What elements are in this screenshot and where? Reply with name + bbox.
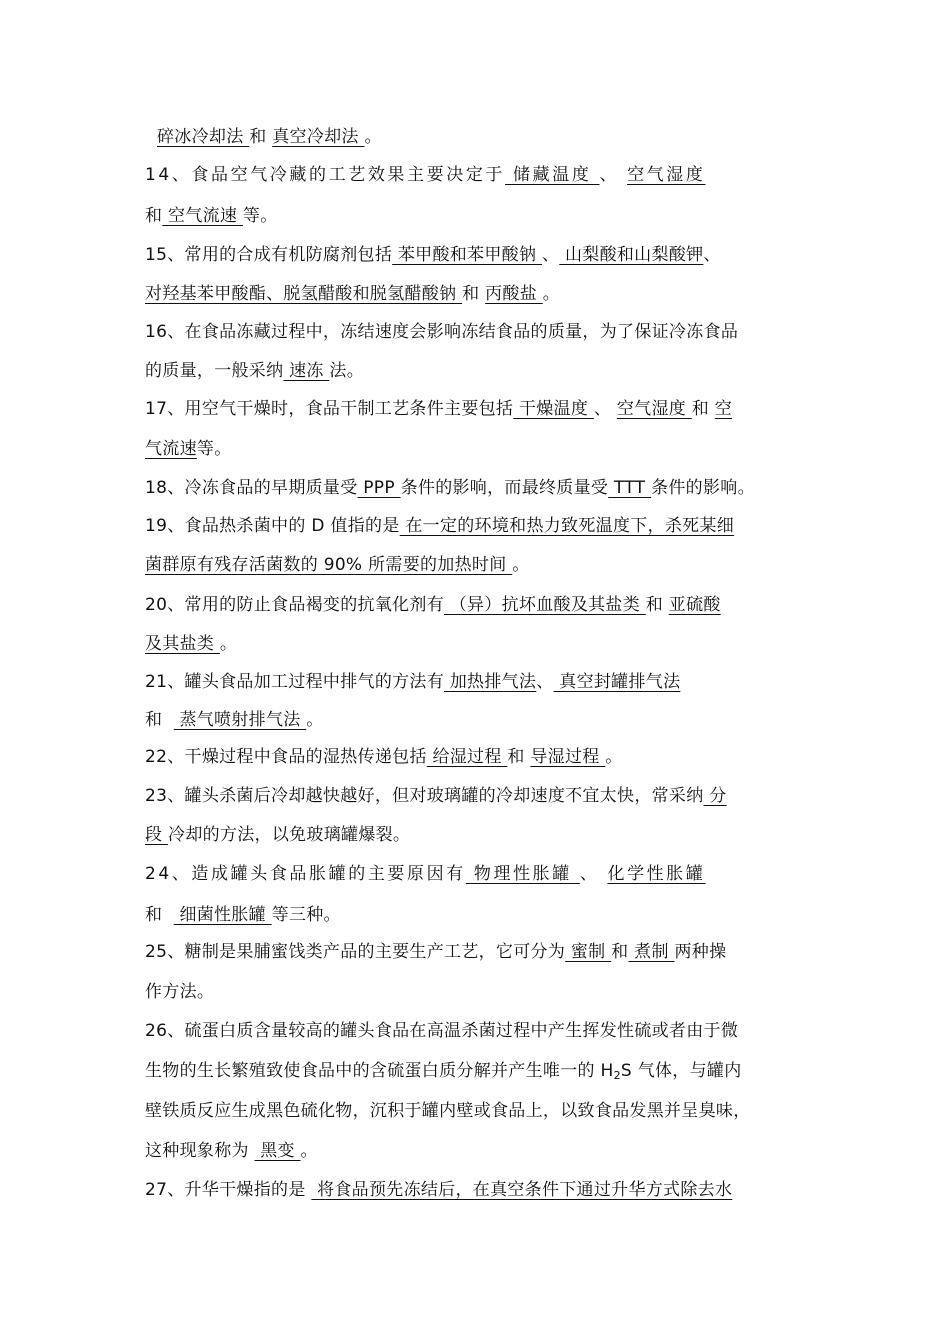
text: 作方法。 xyxy=(145,982,215,1002)
text: 两种操 xyxy=(674,942,727,962)
text: 等三种。 xyxy=(271,905,341,925)
q17-line-1 xyxy=(145,397,732,421)
question-text: 26、硫蛋白质含量较高的罐头食品在高温杀菌过程中产生挥发性硫或者由于微 xyxy=(145,1021,739,1041)
q20-line-2 xyxy=(145,632,237,656)
blank-air-flow-part1: 空 xyxy=(714,399,733,419)
text: 条件的影响。 xyxy=(651,478,755,498)
text: 和 xyxy=(145,710,163,730)
question-text: 20、常用的防止食品褐变的抗氧化剂有 xyxy=(145,595,445,615)
text: 、 xyxy=(541,245,560,265)
blank-bacterial-swell: 细菌性胀罐 xyxy=(173,905,272,925)
blank-parabens-dehydroacetic: 对羟基苯甲酸酯、脱氢醋酸和脱氢醋酸钠 xyxy=(145,284,463,304)
question-text: 21、罐头食品加工过程中排气的方法有 xyxy=(145,672,445,692)
q21-line-2 xyxy=(145,708,324,732)
q23-line-1 xyxy=(145,784,727,808)
subscript: 2 xyxy=(613,1069,621,1082)
question-text: S 气体，与罐内 xyxy=(620,1061,742,1081)
question-text: 生物的生长繁殖致使食品中的含硫蛋白质分解并产生唯一的 H xyxy=(145,1061,614,1081)
text: 和 xyxy=(145,206,163,226)
q26-line-2 xyxy=(145,1059,742,1088)
blank-moisture-conduction: 导湿过程 xyxy=(530,747,606,767)
text: 。 xyxy=(512,555,530,575)
text: 等。 xyxy=(242,206,278,226)
text: 、 xyxy=(599,165,628,185)
question-text: 15、常用的合成有机防腐剂包括 xyxy=(145,245,393,265)
text: 冷却的方法，以免玻璃罐爆裂。 xyxy=(168,825,411,845)
text: 。 xyxy=(605,747,623,767)
question-text: 22、干燥过程中食品的湿热传递包括 xyxy=(145,747,427,767)
blank-ppp: PPP xyxy=(357,478,401,498)
blank-sulfite-part2: 及其盐类 xyxy=(145,634,220,654)
q16-line-1 xyxy=(145,320,738,344)
text: 和 xyxy=(145,905,163,925)
text: 。 xyxy=(364,127,382,147)
blank-boil-method: 煮制 xyxy=(628,942,675,962)
q15-line-2 xyxy=(145,282,560,306)
q19-line-1 xyxy=(145,514,734,538)
text: 。 xyxy=(300,1141,318,1161)
blank-stepwise-part1: 分 xyxy=(703,786,727,806)
q22-line xyxy=(145,745,623,769)
blank-freeze-drying: 将食品预先冻结后，在真空条件下通过升华方式除去水 xyxy=(311,1180,733,1200)
text: 和 xyxy=(611,942,629,962)
q24-line-1 xyxy=(145,862,705,886)
q16-line-2 xyxy=(145,359,364,383)
text: 和 xyxy=(691,399,715,419)
question-text: 18、冷冻食品的早期质量受 xyxy=(145,478,358,498)
blank-d-value-part2: 菌群原有残存活菌数的 90% 所需要的加热时间 xyxy=(145,555,513,575)
text: 。 xyxy=(219,634,238,654)
q26-line-3 xyxy=(145,1099,751,1123)
blank-air-humidity: 空气湿度 xyxy=(616,399,692,419)
blank-stepwise-part2: 段 xyxy=(145,825,169,845)
text: 和 xyxy=(645,595,669,615)
blank-air-flow-part2: 气流速 xyxy=(145,439,197,459)
blank-sulfite-part1: 亚硫酸 xyxy=(668,595,721,615)
q19-line-2 xyxy=(145,553,530,577)
question-text: 27、升华干燥指的是 xyxy=(145,1180,306,1200)
question-text: 壁铁质反应生成黑色硫化物，沉积于罐内壁或食品上，以致食品发黑并呈臭味， xyxy=(145,1101,751,1121)
blank-chemical-swell: 化学性胀罐 xyxy=(607,864,706,884)
text: 法。 xyxy=(329,361,365,381)
text: 和 xyxy=(507,747,531,767)
blank-crushed-ice-cooling: 碎冰冷却法 xyxy=(157,127,250,147)
blank-quick-freeze: 速冻 xyxy=(283,361,330,381)
text: 。 xyxy=(542,284,561,304)
blank-moisture-supply: 给湿过程 xyxy=(426,747,508,767)
text: 条件的影响，而最终质量受 xyxy=(400,478,609,498)
blank-storage-temperature: 储藏温度 xyxy=(505,165,600,185)
q15-line-1 xyxy=(145,243,721,267)
blank-propionate: 丙酸盐 xyxy=(485,284,543,304)
blank-ttt: TTT xyxy=(608,478,652,498)
q27-line-1 xyxy=(145,1178,732,1202)
blank-air-flow: 空气流速 xyxy=(162,206,243,226)
text: 和 xyxy=(249,127,273,147)
q18-line xyxy=(145,476,755,500)
text: 。 xyxy=(306,710,324,730)
text: 、 xyxy=(703,245,721,265)
question-text: 14、食品空气冷藏的工艺效果主要决定于 xyxy=(145,165,506,185)
q13-tail-line xyxy=(157,125,382,149)
blank-sorbic-acid: 山梨酸和山梨酸钾 xyxy=(559,245,704,265)
text: 和 xyxy=(462,284,486,304)
blank-drying-temperature: 干燥温度 xyxy=(513,399,594,419)
text: 、 xyxy=(579,864,608,884)
text: 等。 xyxy=(196,439,232,459)
blank-vacuum-cooling: 真空冷却法 xyxy=(272,127,365,147)
question-text: 这种现象称为 xyxy=(145,1141,249,1161)
text: 、 xyxy=(593,399,617,419)
blank-heat-exhaust: 加热排气法 xyxy=(444,672,537,692)
question-text: 的质量，一般采纳 xyxy=(145,361,284,381)
question-text: 25、糖制是果脯蜜饯类产品的主要生产工艺，它可分为 xyxy=(145,942,566,962)
q21-line-1 xyxy=(145,670,680,694)
blank-air-humidity: 空气湿度 xyxy=(627,165,706,185)
blank-ascorbic-acid: （异）抗坏血酸及其盐类 xyxy=(444,595,646,615)
q26-line-4 xyxy=(145,1139,318,1163)
blank-steam-exhaust: 蒸气喷射排气法 xyxy=(173,710,307,730)
question-text: 16、在食品冻藏过程中，冻结速度会影响冻结食品的质量，为了保证冷冻食品 xyxy=(145,322,739,342)
q25-line-1 xyxy=(145,940,726,964)
blank-soak-method: 蜜制 xyxy=(565,942,612,962)
blank-physical-swell: 物理性胀罐 xyxy=(465,864,580,884)
text: 、 xyxy=(536,672,554,692)
q23-line-2 xyxy=(145,823,410,847)
q25-line-2 xyxy=(145,980,214,1004)
question-text: 19、食品热杀菌中的 D 值指的是 xyxy=(145,516,400,536)
question-text: 23、罐头杀菌后冷却越快越好，但对玻璃罐的冷却速度不宜太快，常采纳 xyxy=(145,786,704,806)
blank-blackening: 黑变 xyxy=(254,1141,301,1161)
blank-d-value-part1: 在一定的环境和热力致死温度下，杀死某细 xyxy=(399,516,735,536)
blank-benzoic-acid: 苯甲酸和苯甲酸钠 xyxy=(392,245,542,265)
question-text: 24、造成罐头食品胀罐的主要原因有 xyxy=(145,864,466,884)
q26-line-1 xyxy=(145,1019,738,1043)
blank-vacuum-seal-exhaust: 真空封罐排气法 xyxy=(553,672,681,692)
q20-line-1 xyxy=(145,593,721,617)
q24-line-2 xyxy=(145,903,341,927)
q14-line-2 xyxy=(145,204,278,228)
q17-line-2 xyxy=(145,437,232,461)
question-text: 17、用空气干燥时，食品干制工艺条件主要包括 xyxy=(145,399,514,419)
q14-line-1 xyxy=(145,163,705,187)
